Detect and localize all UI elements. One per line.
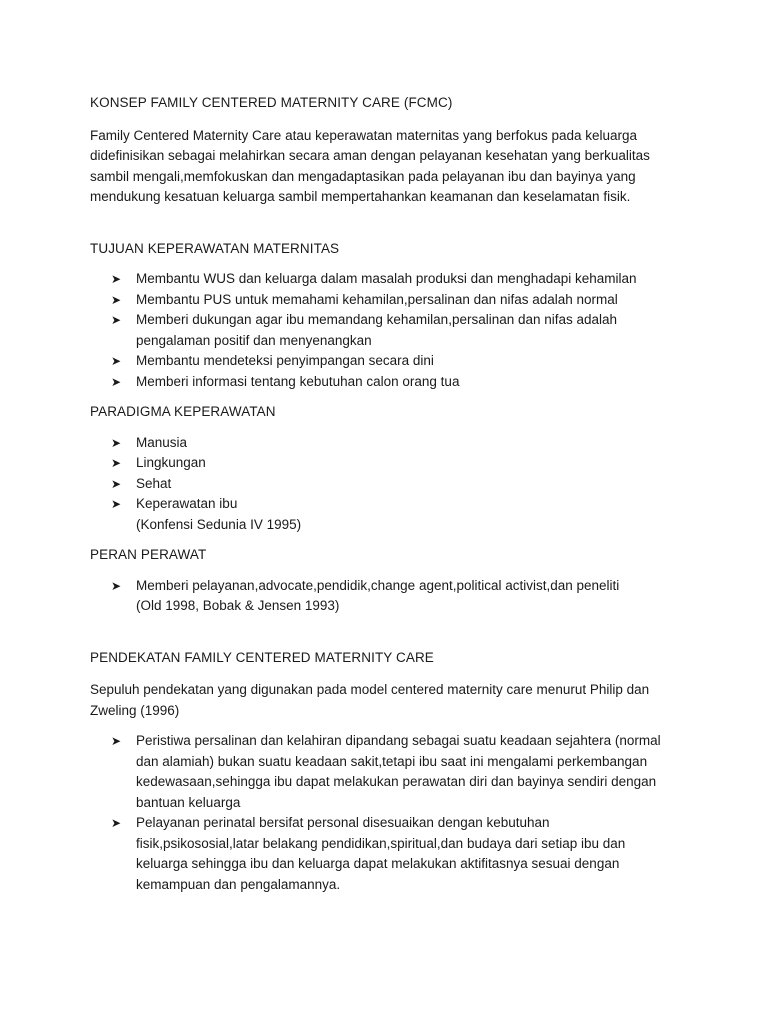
spacer <box>90 668 680 680</box>
arrow-bullet-icon: ➤ <box>111 497 122 511</box>
spacer <box>90 259 680 269</box>
spacer <box>90 208 680 239</box>
spacer <box>90 535 680 545</box>
list-item: ➤ Memberi dukungan agar ibu memandang kehamilan,persalinan dan nifas adalah pengalaman positif dan menyenangkan <box>111 312 618 348</box>
list-item: ➤ Manusia <box>90 433 680 454</box>
text-line: didefinisikan sebagai melahirkan secara aman dengan pelayanan kesehatan yang berkualitas <box>90 148 650 163</box>
arrow-bullet-icon: ➤ <box>111 292 122 307</box>
arrow-bullet-icon: ➤ <box>111 435 122 450</box>
arrow-bullet-icon: ➤ <box>111 354 122 368</box>
list-item: ➤ Membantu mendeteksi penyimpangan secara dini <box>90 351 680 372</box>
spacer <box>90 566 680 576</box>
spacer <box>90 423 680 433</box>
document-content <box>90 93 680 895</box>
section-title-peran-perawat: PERAN PERAWAT <box>90 547 207 562</box>
section-title-paradigma: PARADIGMA KEPERAWATAN <box>90 404 276 419</box>
arrow-bullet-icon: ➤ <box>111 816 122 830</box>
text-line: Zweling (1996) <box>90 702 180 718</box>
section-title-pendekatan: PENDEKATAN FAMILY CENTERED MATERNITY CARE <box>90 649 434 665</box>
paragraph-fcmc-definition <box>90 126 680 208</box>
arrow-bullet-icon: ➤ <box>111 374 122 389</box>
list-item: ➤ Memberi informasi tentang kebutuhan calon orang tua <box>90 372 680 393</box>
paragraph-pendekatan-intro <box>90 680 680 721</box>
list-item: ➤ Peristiwa persalinan dan kelahiran dipandang sebagai suatu keadaan sejahtera (normal dan alamiah) bukan suatu keadaan sakit,tetapi ibu saat ini mengalami perkembangan kedewasaan,sehingga ibu dapat melakukan perawatan diri dan bayinya sendiri dengan bantuan keluarga <box>111 733 661 810</box>
list-paradigma <box>90 433 680 536</box>
spacer <box>90 721 680 731</box>
list-item: ➤ Sehat <box>90 474 680 495</box>
text-line: mendukung kesatuan keluarga sambil mempertahankan keamanan dan keselamatan fisik. <box>90 189 631 204</box>
arrow-bullet-icon: ➤ <box>111 578 122 593</box>
arrow-bullet-icon: ➤ <box>111 476 122 491</box>
arrow-bullet-icon: ➤ <box>111 313 122 327</box>
list-item: ➤ Membantu PUS untuk memahami kehamilan,persalinan dan nifas adalah normal <box>90 290 680 311</box>
arrow-bullet-icon: ➤ <box>111 734 122 748</box>
spacer <box>90 392 680 402</box>
list-item: ➤ Keperawatan ibu (Konfensi Sedunia IV 1995) <box>111 496 302 532</box>
list-item: ➤ Pelayanan perinatal bersifat personal disesuaikan dengan kebutuhan fisik,psikososial,latar belakang pendidikan,spiritual,dan budaya dari setiap ibu dan keluarga sehingga ibu dan keluarga dapat melakukan aktifitasnya sesuai dengan kemampuan dan pengalamannya. <box>111 815 626 892</box>
section-title-konsep-fcmc: KONSEP FAMILY CENTERED MATERNITY CARE (FCMC) <box>90 95 453 110</box>
arrow-bullet-icon: ➤ <box>111 456 122 470</box>
list-item: ➤ Memberi pelayanan,advocate,pendidik,change agent,political activist,dan peneliti (Old 1998, Bobak & Jensen 1993) <box>111 577 620 613</box>
list-item: ➤ Lingkungan <box>90 453 680 474</box>
list-peran <box>90 576 680 617</box>
text-line: Sepuluh pendekatan yang digunakan pada model centered maternity care menurut Philip dan <box>90 682 650 697</box>
list-item: ➤ Membantu WUS dan keluarga dalam masalah produksi dan menghadapi kehamilan <box>90 269 680 290</box>
text-line: sambil mengali,memfokuskan dan mengadaptasikan pada pelayanan ibu dan bayinya yang <box>90 168 636 184</box>
text-line: Family Centered Maternity Care atau keperawatan maternitas yang berfokus pada keluarga <box>90 127 638 143</box>
arrow-bullet-icon: ➤ <box>111 272 122 286</box>
spacer <box>90 617 680 648</box>
list-tujuan <box>90 269 680 392</box>
section-title-tujuan: TUJUAN KEPERAWATAN MATERNITAS <box>90 240 340 256</box>
list-pendekatan <box>90 731 680 895</box>
spacer <box>90 114 680 126</box>
